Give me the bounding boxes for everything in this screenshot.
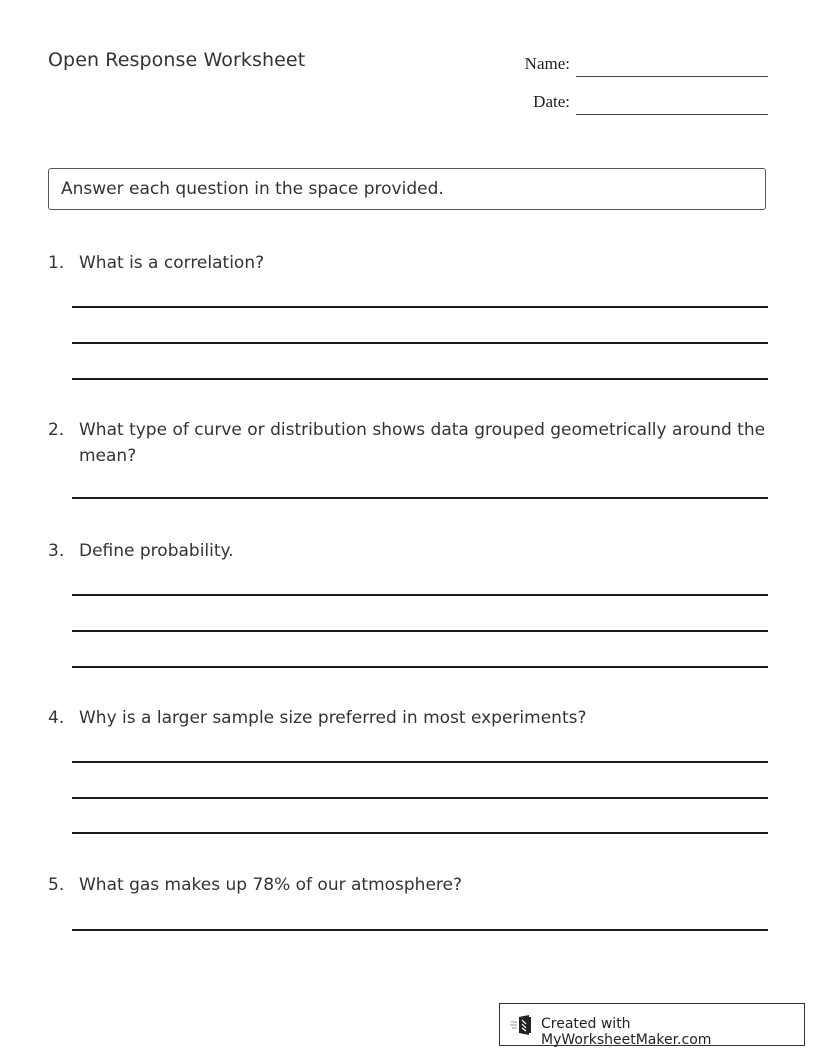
footer-credit[interactable] — [499, 1003, 805, 1046]
answer-line[interactable] — [72, 797, 768, 799]
name-label: Name: — [524, 54, 570, 73]
name-line[interactable] — [576, 76, 768, 77]
question-text: What gas makes up 78% of our atmosphere? — [79, 875, 463, 895]
question-3 — [48, 538, 770, 564]
question-text: Why is a larger sample size preferred in most experiments? — [79, 708, 587, 728]
question-4 — [48, 705, 770, 731]
worksheet-title: Open Response Worksheet — [48, 49, 306, 71]
answer-line[interactable] — [72, 761, 768, 763]
answer-line[interactable] — [72, 929, 768, 931]
question-number: 1. — [48, 253, 65, 273]
answer-line[interactable] — [72, 832, 768, 834]
question-text: What is a correlation? — [79, 253, 265, 273]
answer-line[interactable] — [72, 666, 768, 668]
answer-line[interactable] — [72, 594, 768, 596]
footer-text: Created with MyWorksheetMaker.com — [541, 1016, 712, 1048]
instructions-text: Answer each question in the space provided. — [61, 179, 444, 199]
date-label: Date: — [533, 92, 570, 111]
answer-line[interactable] — [72, 342, 768, 344]
worksheet-maker-logo-icon — [510, 1015, 534, 1035]
answer-line[interactable] — [72, 306, 768, 308]
question-5 — [48, 872, 770, 898]
question-number: 5. — [48, 875, 65, 895]
answer-line[interactable] — [72, 497, 768, 499]
question-2 — [48, 417, 770, 469]
answer-line[interactable] — [72, 378, 768, 380]
answer-line[interactable] — [72, 630, 768, 632]
question-number: 4. — [48, 708, 65, 728]
instructions-box — [48, 168, 766, 210]
question-number: 3. — [48, 541, 65, 561]
question-1 — [48, 250, 770, 276]
question-number: 2. — [48, 420, 65, 440]
date-line[interactable] — [576, 114, 768, 115]
question-text: Define probability. — [79, 541, 234, 561]
question-text: What type of curve or distribution shows data grouped geometrically around the mean? — [79, 420, 766, 466]
